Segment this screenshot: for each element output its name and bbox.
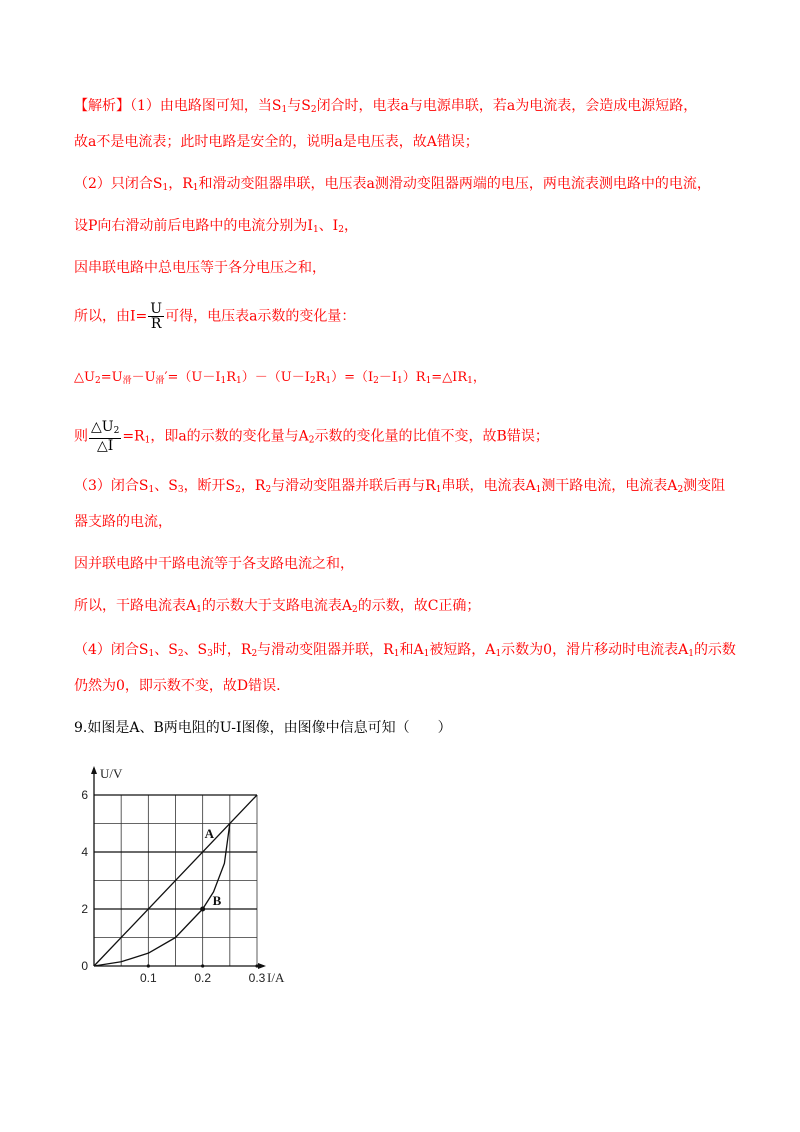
analysis-line-1: 【解析】（1）由电路图可知，当$S_1$与$S_2$闭合时，电表a与电源串联，若a为电流表，会造成电源短路， [74,98,698,115]
x-tick-label: 0.3 [248,971,266,985]
x-tick-dot [201,964,204,967]
analysis-line-3: （2）只闭合$S_1$，$R_1$和滑动变阻器串联，电压表a测滑动变阻器两端的电压，两电流表测电路中的电流， [74,176,711,193]
axes [91,766,266,969]
x-tick-dot [147,964,150,967]
analysis-line-10: 器支路的电流， [74,514,172,530]
ui-graph [74,760,304,990]
analysis-line-13: （4）闭合$S_1$、$S_2$、$S_3$时，$R_2$与滑动变阻器并联，$R_1$和$A_1$被短路，$A_1$示数为0，滑片移动时电流表$A_1$的示数 [74,642,736,659]
x-axis-label: I/A [267,970,285,985]
fraction-du-over-di: $\frac{\triangle U_2}{\triangle I}$ [91,419,120,454]
analysis-tag: 【解析】 [74,98,130,114]
point-b [200,907,205,912]
analysis-line-8: 则 $\frac{\triangle U_2}{\triangle I}$ $=R_1$，即a的示数的变化量与$A_2$示数的变化量的比值不变，故B错误； [74,419,549,454]
analysis-line-6: 所以，由I= $\frac{U}{R}$ 可得，电压表a示数的变化量： [74,301,356,332]
analysis-line-14: 仍然为0，即示数不变，故D错误. [74,678,281,694]
y-axis-label: U/V [100,766,123,781]
analysis-line-2: 故a不是电流表；此时电路是安全的，说明a是电压表，故A错误； [74,134,479,150]
y-tick-label: 2 [81,902,88,916]
x-tick-label: 0.2 [194,971,212,985]
y-tick-label: 0 [81,959,88,973]
analysis-line-4: 设P向右滑动前后电路中的电流分别为$I_1$、$I_2$， [74,218,358,235]
analysis-line-12: 所以，干路电流表$A_1$的示数大于支路电流表$A_2$的示数，故C正确； [74,598,481,615]
label-b: B [212,893,222,908]
analysis-line-9: （3）闭合$S_1$、$S_3$，断开$S_2$，$R_2$与滑动变阻器并联后再与$R_1$串联，电流表$A_1$测干路电流，电流表$A_2$测变阻 [74,478,726,495]
labels-group [81,766,285,985]
label-a: A [204,826,215,841]
fraction-u-over-r: $\frac{U}{R}$ [150,301,163,332]
analysis-line-11: 因并联电路中干路电流等于各支路电流之和， [74,556,354,572]
question-9: 9.如图是A、B两电阻的U-I图像，由图像中信息可知（ ） [74,720,452,736]
x-tick-label: 0.1 [139,971,157,985]
y-axis-arrow [91,766,97,774]
x-axis-arrow [258,963,266,969]
x-tick-dot [255,964,258,967]
analysis-line-7: $\triangle U_2=U_滑-U_滑'=(U-I_1R_1)-(U-I_2R_1)=(I_2-I_1)R_1=\triangle IR_1$， [74,370,486,386]
y-tick-label: 4 [81,845,88,859]
analysis-line-5: 因串联电路中总电压等于各分电压之和， [74,260,326,276]
y-tick-label: 6 [81,788,88,802]
